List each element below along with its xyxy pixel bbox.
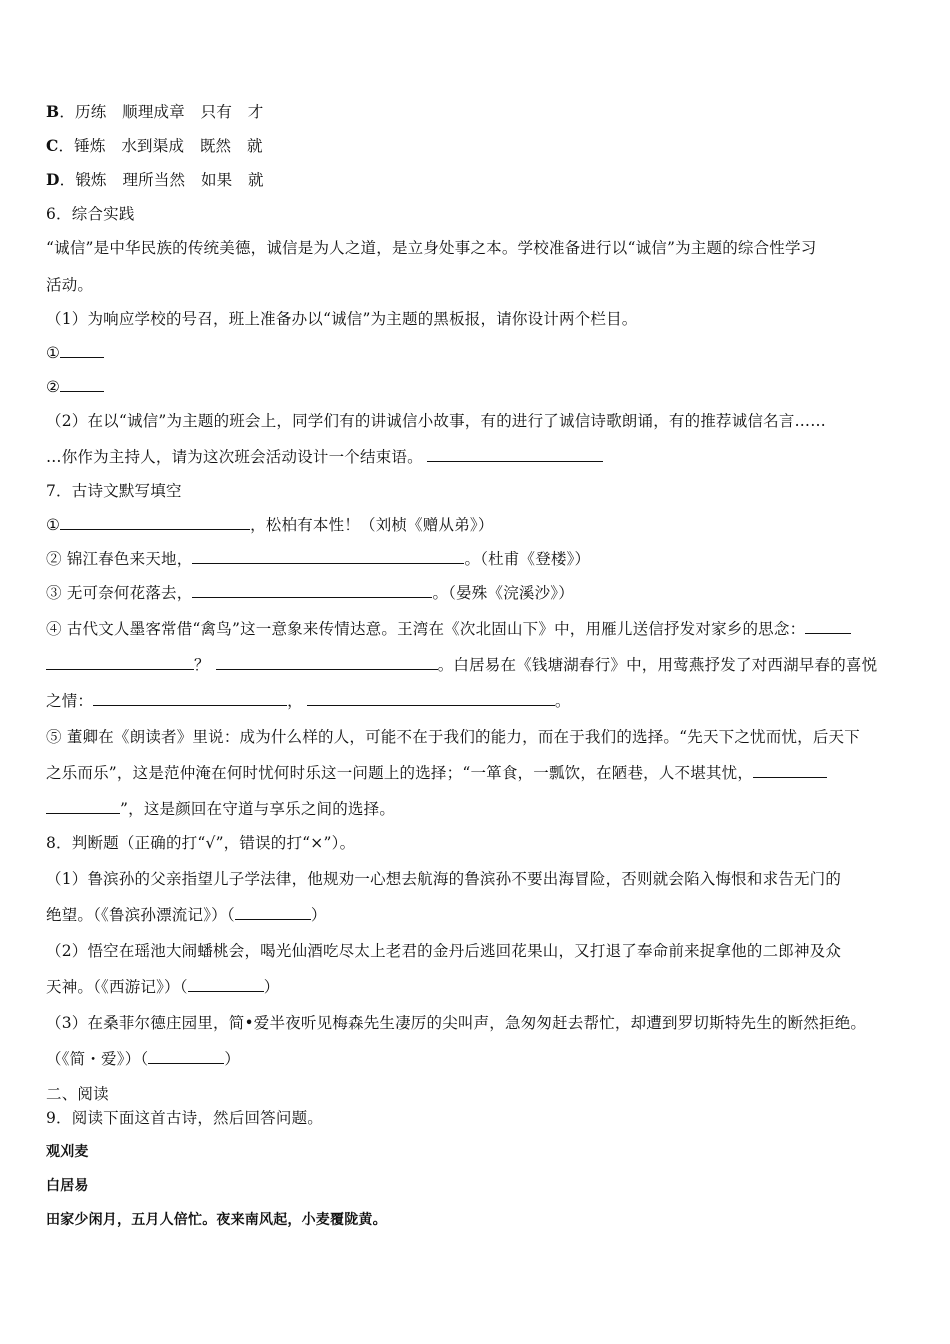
answer-blank[interactable]: [148, 1049, 224, 1064]
q7-line5: ？ 。白居易在《钱塘湖春行》中，用莺燕抒发了对西湖早春的喜悦: [46, 655, 877, 675]
q6-title: 6．综合实践: [46, 205, 135, 223]
q8-title: 8．判断题（正确的打“√”，错误的打“×”）。: [46, 834, 356, 852]
q7-line4: ④ 古代文人墨客常借“禽鸟”这一意象来传情达意。王湾在《次北固山下》中，用雁儿送信抒发对家乡的思念：: [46, 619, 851, 639]
q6-part2-line2: …你作为主持人，请为这次班会活动设计一个结束语。: [46, 447, 603, 467]
answer-blank[interactable]: [192, 583, 432, 598]
answer-blank[interactable]: [307, 691, 555, 706]
poem-author: 白居易: [46, 1178, 89, 1194]
answer-blank[interactable]: [427, 447, 603, 462]
q7-line2: ② 锦江春色来天地， 。（杜甫《登楼》）: [46, 550, 591, 568]
q6-part1: （1）为响应学校的号召，班上准备办以“诚信”为主题的黑板报，请你设计两个栏目。: [46, 310, 638, 328]
q8-s3-line1: （3）在桑菲尔德庄园里，简•爱半夜听见梅森先生凄厉的尖叫声，急匆匆赶去帮忙，却遭到罗切斯特先生的断然拒绝。: [46, 1014, 867, 1032]
answer-blank[interactable]: [753, 763, 827, 778]
answer-blank[interactable]: [805, 619, 851, 634]
section-title: 二、阅读: [46, 1085, 109, 1103]
q7-line3: ③ 无可奈何花落去， 。（晏殊《浣溪沙》）: [46, 584, 574, 602]
q8-s3-line2: （《简・爱》）（ ）: [46, 1050, 241, 1068]
q7-line7: ⑤ 董卿在《朗读者》里说：成为什么样的人，可能不在于我们的能力，而在于我们的选择。“先天下之忧而忧，后天下: [46, 728, 860, 746]
answer-blank[interactable]: [60, 515, 250, 530]
q7-line1: ① ，松柏有本性！（刘桢《赠从弟》）: [46, 516, 494, 534]
answer-blank[interactable]: [235, 905, 311, 920]
q6-intro-line1: “诚信”是中华民族的传统美德，诚信是为人之道，是立身处事之本。学校准备进行以“诚信”为主题的综合性学习: [46, 239, 817, 257]
poem-line: 田家少闲月，五月人倍忙。夜来南风起，小麦覆陇黄。: [46, 1212, 387, 1228]
q7-line9: ”，这是颜回在守道与享乐之间的选择。: [46, 799, 395, 819]
q8-s1-line1: （1）鲁滨孙的父亲指望儿子学法律，他规劝一心想去航海的鲁滨孙不要出海冒险，否则就会陷入悔恨和求告无门的: [46, 870, 842, 888]
q7-line8: 之乐而乐”，这是范仲淹在何时忧何时乐这一问题上的选择；“一箪食，一瓢饮，在陋巷，人不堪其忧，: [46, 763, 827, 783]
q6-part2-line1: （2）在以“诚信”为主题的班会上，同学们有的讲诚信小故事，有的进行了诚信诗歌朗诵，有的推荐诚信名言……: [46, 412, 826, 430]
poem-title: 观刈麦: [46, 1144, 89, 1160]
q7-title: 7．古诗文默写填空: [46, 482, 182, 500]
q6-column1: ①: [46, 343, 104, 363]
option-b: B．历练 顺理成章 只有 才: [46, 102, 264, 121]
q8-s2-line2: 天神。（《西游记》）（ ）: [46, 978, 280, 996]
q7-line6: 之情： ， 。: [46, 692, 571, 710]
q6-column2: ②: [46, 377, 104, 397]
answer-blank[interactable]: [60, 377, 104, 392]
answer-blank[interactable]: [188, 977, 264, 992]
q6-intro-line2: 活动。: [46, 276, 94, 294]
q8-s1-line2: 绝望。（《鲁滨孙漂流记》）（ ）: [46, 906, 327, 924]
answer-blank[interactable]: [93, 691, 287, 706]
answer-blank[interactable]: [216, 655, 438, 670]
answer-blank[interactable]: [46, 655, 194, 670]
answer-blank[interactable]: [192, 549, 464, 564]
answer-blank[interactable]: [46, 799, 120, 814]
q8-s2-line1: （2）悟空在瑶池大闹蟠桃会，喝光仙酒吃尽太上老君的金丹后逃回花果山，又打退了奉命前来捉拿他的二郎神及众: [46, 942, 842, 960]
answer-blank[interactable]: [60, 343, 104, 358]
option-d: D．锻炼 理所当然 如果 就: [46, 170, 264, 189]
option-c: C．锤炼 水到渠成 既然 就: [46, 136, 263, 155]
q9-prompt: 9．阅读下面这首古诗，然后回答问题。: [46, 1109, 323, 1127]
